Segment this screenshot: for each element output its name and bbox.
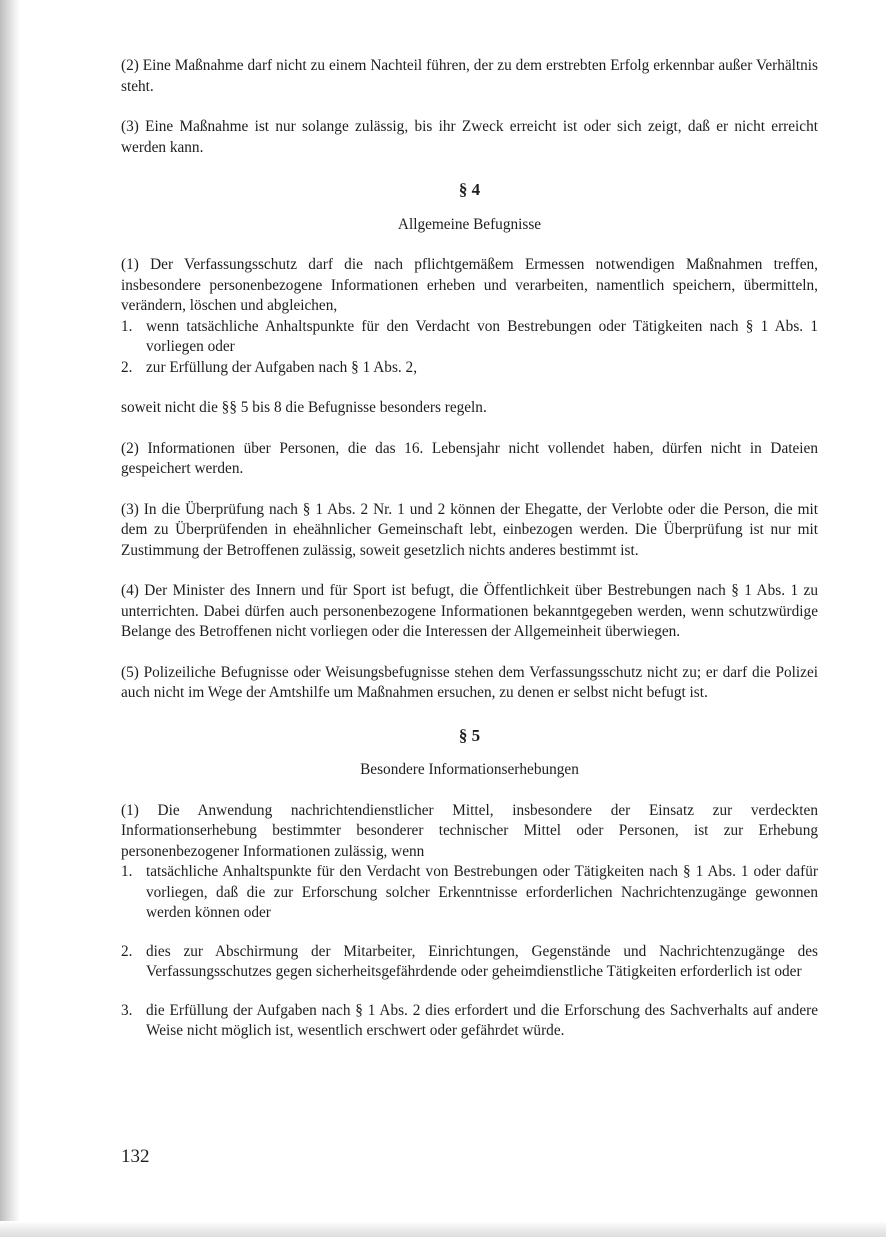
list-item — [121, 1001, 818, 1042]
section-5-title: Besondere Informationserhebungen — [360, 761, 579, 778]
list-item-text: wenn tatsächliche Anhaltspunkte für den Verdacht von Bestrebungen oder Tätigkeiten nach § 1 Abs. 1 vorliegen oder — [146, 317, 818, 355]
section-4-paragraph-2: (2) Informationen über Personen, die das 16. Lebensjahr nicht vollendet haben, dürfen nicht in Dateien gespeichert werden. — [121, 439, 818, 477]
section-5-paragraph-1: (1) Die Anwendung nachrichtendienstlicher Mittel, insbesondere der Einsatz zur verdeckten Informationserhebung bestimmter besonderer technischer Mittel oder Personen, ist zur Erhebung personenbezogener Informationen zulässig, wenn — [121, 801, 818, 860]
paragraph-3-top: (3) Eine Maßnahme ist nur solange zulässig, bis ihr Zweck erreicht ist oder sich zeigt, daß er nicht erreicht werden kann. — [121, 118, 818, 156]
paragraph-2-top: (2) Eine Maßnahme darf nicht zu einem Nachteil führen, der zu dem erstrebten Erfolg erkennbar außer Verhältnis steht. — [121, 57, 818, 95]
section-5-number: § 5 — [458, 725, 481, 745]
list-item — [121, 317, 818, 358]
list-item-number: 3. — [121, 1001, 133, 1019]
page-left-edge-shadow — [0, 0, 20, 1237]
list-item — [121, 358, 818, 379]
page-bottom-edge-shadow — [0, 1221, 886, 1237]
section-4-paragraph-4: (4) Der Minister des Innern und für Sport ist befugt, die Öffentlichkeit über Bestrebungen nach § 1 Abs. 1 zu unterrichten. Dabei dürfen auch personenbezogene Informationen bekanntgegeben werden, wenn schutzwürdige Belange des Betroffenen nicht vorliegen oder die Interessen der Allgemeinheit überwiegen. — [121, 582, 818, 640]
list-item — [121, 862, 818, 924]
list-item-number: 2. — [121, 942, 133, 960]
page-number: 132 — [121, 1146, 150, 1167]
list-item-text: dies zur Abschirmung der Mitarbeiter, Einrichtungen, Gegenstände und Nachrichtenzugänge des Verfassungsschutzes gegen sicherheitsgefährdende oder geheimdienstliche Tätigkeiten erforderlich ist oder — [146, 942, 818, 980]
document-page-body — [121, 56, 818, 1042]
list-item-text: tatsächliche Anhaltspunkte für den Verdacht von Bestrebungen oder Tätigkeiten nach § 1 Abs. 1 oder dafür vorliegen, daß die zur Erforschung solcher Erkenntnisse erforderlichen Nachrichtenzugänge gewonnen werden können oder — [146, 863, 818, 921]
list-item-number: 2. — [121, 358, 133, 376]
section-5-list — [121, 862, 818, 1042]
section-4-paragraph-1: (1) Der Verfassungsschutz darf die nach pflichtgemäßem Ermessen notwendigen Maßnahmen treffen, insbesondere personenbezogene Informationen erheben und verarbeiten, namentlich speichern, übermitteln, verändern, löschen und abgleichen, — [121, 256, 818, 314]
list-item — [121, 942, 818, 983]
section-4-after-list: soweit nicht die §§ 5 bis 8 die Befugnisse besonders regeln. — [121, 399, 487, 416]
list-item-number: 1. — [121, 863, 133, 880]
list-item-text: zur Erfüllung der Aufgaben nach § 1 Abs. 2, — [146, 358, 418, 376]
section-4-paragraph-5: (5) Polizeiliche Befugnisse oder Weisungsbefugnisse stehen dem Verfassungsschutz nicht zu; er darf die Polizei auch nicht im Wege der Amtshilfe um Maßnahmen ersuchen, zu denen er selbst nicht befugt ist. — [121, 663, 818, 701]
section-4-paragraph-3: (3) In die Überprüfung nach § 1 Abs. 2 Nr. 1 und 2 können der Ehegatte, der Verlobte oder die Person, die mit dem zu Überprüfenden in eheähnlicher Gemeinschaft lebt, einbezogen werden. Die Überprüfung ist nur mit Zustimmung der Betroffenen zulässig, soweit gesetzlich nichts anderes bestimmt ist. — [121, 500, 818, 559]
section-4-number: § 4 — [458, 180, 481, 199]
list-item-text: die Erfüllung der Aufgaben nach § 1 Abs. 2 dies erfordert und die Erforschung des Sachverhalts auf andere Weise nicht möglich ist, wesentlich erschwert oder gefährdet würde. — [146, 1001, 818, 1039]
section-4-list — [121, 317, 818, 379]
section-4-title: Allgemeine Befugnisse — [397, 215, 542, 233]
list-item-number: 1. — [121, 317, 133, 335]
